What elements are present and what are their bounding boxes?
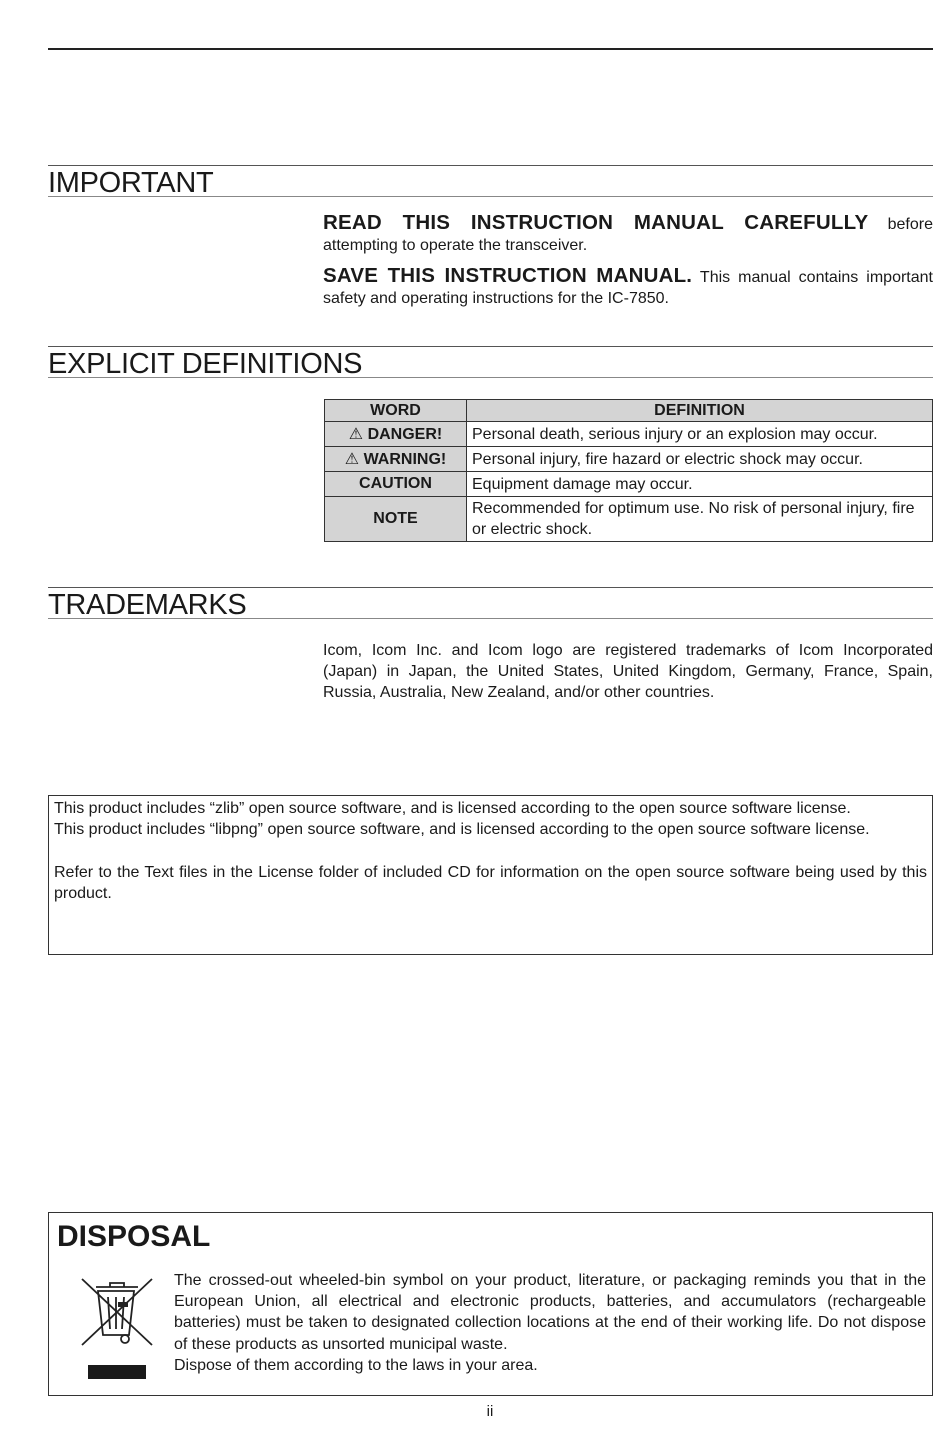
trademarks-text: Icom, Icom Inc. and Icom logo are registered trademarks of Icom Incorporated (Japan) in Japan, the United States, United Kingdom, Germany, France, Spain, Russia, Australia, New Zealand, and/or other countries. — [323, 642, 933, 701]
definition-cell: Recommended for optimum use. No risk of personal injury, fire or electric shock. — [467, 497, 933, 542]
word-label: WARNING! — [363, 451, 447, 468]
disposal-heading: DISPOSAL — [57, 1220, 211, 1253]
section-heading-important — [48, 165, 933, 197]
section-heading-trademarks — [48, 587, 933, 619]
disposal-text-laws: Dispose of them according to the laws in your area. — [174, 1356, 538, 1374]
definitions-table — [324, 399, 933, 542]
table-row — [325, 497, 933, 542]
read-instruction-paragraph — [323, 212, 933, 256]
disposal-box — [48, 1212, 933, 1396]
definition-cell: Equipment damage may occur. — [467, 472, 933, 497]
read-instruction-rest: before attempting to operate the transceiver. — [323, 216, 934, 254]
disposal-text-main: The crossed-out wheeled-bin symbol on your product, literature, or packaging reminds you that in the European Union, all electrical and electronic products, batteries, and accumulators (rechargeable batteries) must be taken to designated collection locations at the end of their working life. Do not dispose of these products as unsorted municipal waste. — [174, 1272, 926, 1353]
save-instruction-rest: This manual contains important safety and operating instructions for the IC-7850. — [323, 269, 933, 307]
important-heading: IMPORTANT — [48, 167, 214, 199]
page-number: ii — [486, 1403, 494, 1420]
zlib-license-text: This product includes “zlib” open source software, and is licensed according to the open source software license. — [54, 800, 851, 817]
warning-triangle-icon: ⚠ — [348, 426, 364, 443]
save-instruction-bold: SAVE THIS INSTRUCTION MANUAL. — [323, 264, 693, 287]
disposal-text — [174, 1270, 926, 1376]
warning-triangle-icon: ⚠ — [344, 451, 360, 468]
top-rule — [48, 48, 933, 50]
section-heading-definitions — [48, 346, 933, 378]
libpng-license-text: This product includes “libpng” open source software, and is licensed according to the open source software license. — [54, 821, 870, 839]
definition-cell: Personal injury, fire hazard or electric shock may occur. — [467, 447, 933, 472]
license-refer-text: Refer to the Text files in the License folder of included CD for information on the open source software being used by this product. — [54, 863, 927, 902]
table-row — [325, 472, 933, 497]
column-header-definition: DEFINITION — [467, 400, 933, 422]
table-row — [325, 422, 933, 447]
column-header-word: WORD — [325, 400, 467, 422]
save-instruction-paragraph — [323, 265, 933, 309]
word-cell — [325, 422, 467, 447]
word-cell: NOTE — [325, 497, 467, 542]
definitions-heading: EXPLICIT DEFINITIONS — [48, 348, 363, 380]
table-row — [325, 447, 933, 472]
crossed-out-wheeled-bin-icon — [78, 1273, 156, 1385]
word-cell: CAUTION — [325, 472, 467, 497]
definition-cell: Personal death, serious injury or an explosion may occur. — [467, 422, 933, 447]
word-label: DANGER! — [367, 426, 443, 443]
table-header-row — [325, 400, 933, 422]
read-instruction-bold: READ THIS INSTRUCTION MANUAL CAREFULLY — [323, 211, 869, 234]
word-cell — [325, 447, 467, 472]
open-source-license-box — [48, 795, 933, 955]
trademarks-heading: TRADEMARKS — [48, 589, 247, 621]
